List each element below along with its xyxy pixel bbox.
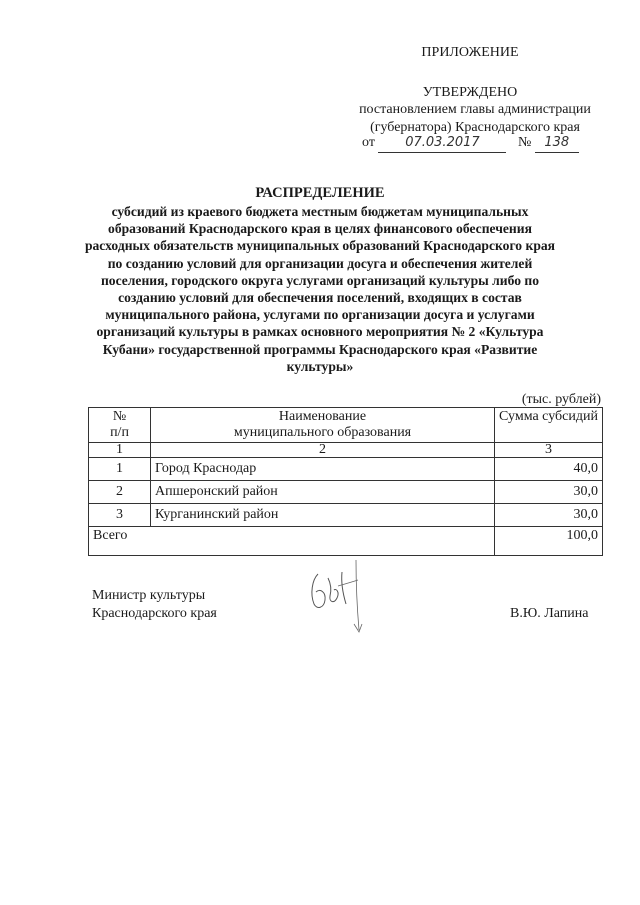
number-field bbox=[535, 134, 579, 153]
document-title: РАСПРЕДЕЛЕНИЕ bbox=[255, 185, 385, 201]
col-number-header: № п/п bbox=[89, 408, 151, 443]
approved-by-line1: постановлением главы администрации bbox=[359, 102, 591, 117]
date-prefix: от bbox=[362, 135, 375, 150]
document-subtitle: субсидий из краевого бюджета местным бюджетам муниципальных образований Краснодарского края в целях финансового обеспечения расходных обязательств муниципальных образований Краснодарского края по созданию условий для организации досуга и обеспечения жителей поселения, городского округа услугами организаций культуры либо по созданию условий для обеспечения поселений, входящих в состав муниципального района, услугами по организации досуга и услугами организаций культуры в рамках основного мероприятия № 2 «Культура Кубани» государственной программы Краснодарского края «Развитие культуры» bbox=[84, 204, 556, 374]
decree-date-line bbox=[362, 134, 579, 153]
signer-name: В.Ю. Лапина bbox=[510, 606, 589, 621]
number-prefix: № bbox=[517, 135, 532, 150]
units-note: (тыс. рублей) bbox=[521, 392, 601, 407]
table-row: 2 Апшеронский район 30,0 bbox=[89, 481, 603, 504]
appendix-label: ПРИЛОЖЕНИЕ bbox=[421, 45, 519, 60]
col-name-header: Наименование муниципального образования bbox=[151, 408, 495, 443]
total-label: Всего bbox=[89, 527, 495, 556]
col-amount-header: Сумма субсидий bbox=[495, 408, 603, 443]
signer-position-line2: Краснодарского края bbox=[92, 606, 217, 621]
approved-by-line2: (губернатора) Краснодарского края bbox=[370, 120, 580, 135]
handwritten-signature bbox=[290, 552, 380, 642]
table-row: 3 Курганинский район 30,0 bbox=[89, 504, 603, 527]
signer-position-line1: Министр культуры bbox=[92, 588, 206, 603]
table-row: 1 Город Краснодар 40,0 bbox=[89, 458, 603, 481]
total-amount: 100,0 bbox=[495, 527, 603, 556]
table-index-row: 1 2 3 bbox=[89, 443, 603, 458]
approved-label: УТВЕРЖДЕНО bbox=[422, 85, 518, 100]
subsidy-table bbox=[88, 407, 603, 556]
number-value: 138 bbox=[544, 135, 570, 150]
table-header-row bbox=[89, 408, 603, 443]
date-field bbox=[378, 134, 506, 153]
date-value: 07.03.2017 bbox=[405, 135, 480, 150]
